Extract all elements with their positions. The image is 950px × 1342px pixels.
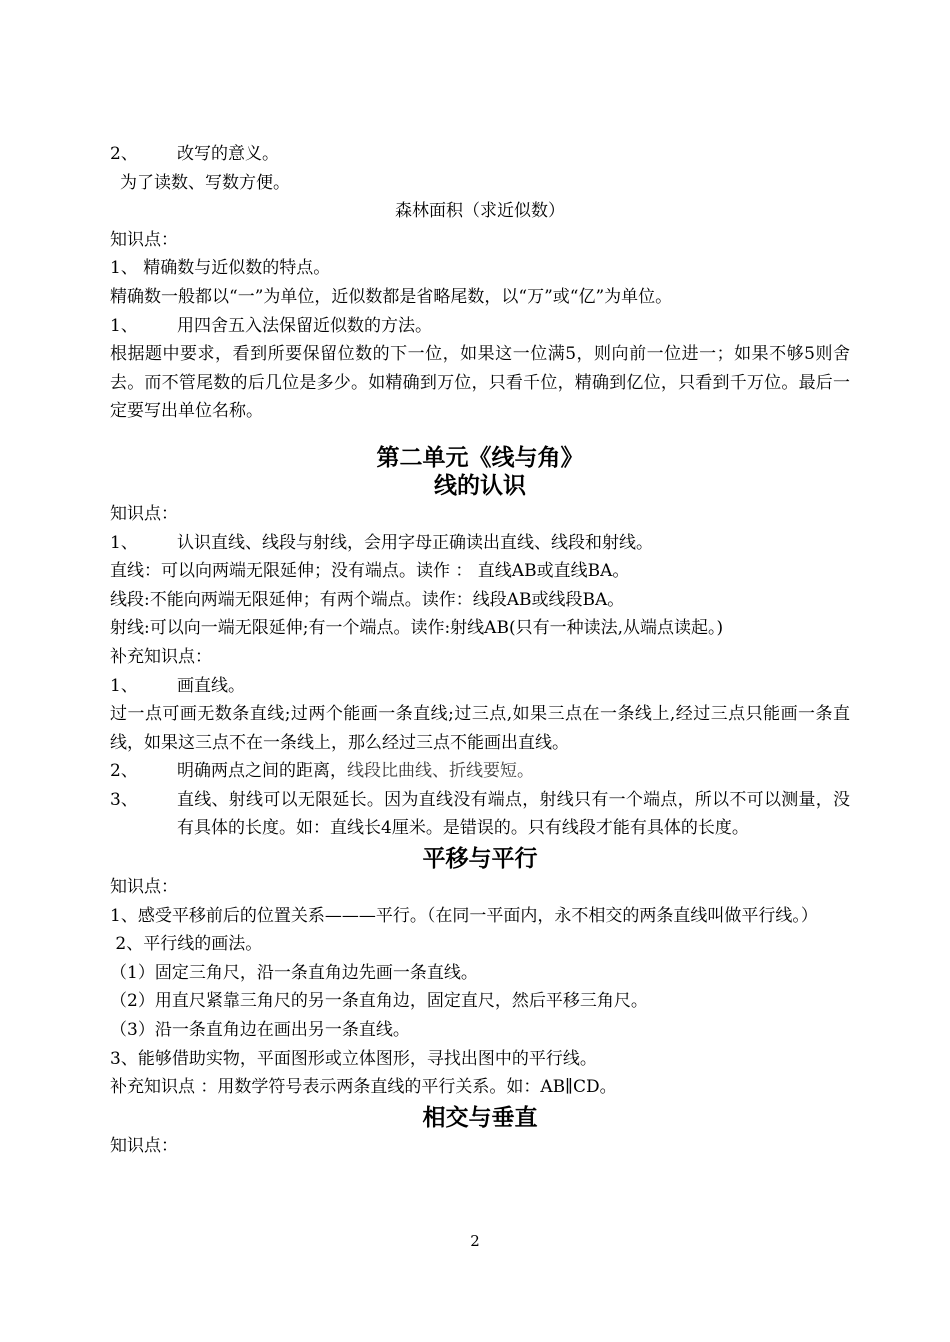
paragraph: （1）固定三角尺，沿一条直角边先画一条直线。 — [110, 962, 478, 983]
list-item — [110, 757, 850, 786]
paragraph: 补充知识点 ：用数学符号表示两条直线的平行关系。如：AB∥CD。 — [110, 1077, 617, 1098]
paragraph: （2）用直尺紧靠三角尺的另一条直角边，固定直尺，然后平移三角尺。 — [110, 991, 648, 1012]
unit-title: 第二单元《线与角》 — [376, 444, 584, 471]
list-item — [110, 140, 850, 169]
paragraph: 直线：可以向两端无限延伸；没有端点。读作 ： 直线AB或直线BA。 — [110, 561, 630, 582]
list-item — [110, 786, 850, 843]
list-item — [110, 672, 850, 701]
section-heading: 线的认识 — [434, 472, 526, 499]
item-number: 2、 — [110, 761, 138, 782]
paragraph: 过一点可画无数条直线;过两个能画一条直线;过三点,如果三点在一条线上,经过三点只能画一条直线，如果这三点不在一条线上，那么经过三点不能画出直线。 — [110, 704, 850, 753]
knowledge-label: 知识点： — [110, 877, 178, 898]
item-text: 改写的意义。 — [177, 144, 279, 164]
paragraph: 1、感受平移前后的位置关系———平行。（在同一平面内，永不相交的两条直线叫做平行线。） — [110, 905, 818, 926]
item-number: 1、 — [110, 532, 138, 553]
paragraph: 线段:不能向两端无限延伸；有两个端点。读作：线段AB或线段BA。 — [110, 589, 625, 610]
paragraph: 3、能够借助实物，平面图形或立体图形，寻找出图中的平行线。 — [110, 1048, 597, 1069]
page-content — [110, 140, 850, 1160]
paragraph: 2、平行线的画法。 — [110, 934, 263, 955]
item-text: 认识直线、线段与射线，会用字母正确读出直线、线段和射线。 — [177, 532, 653, 553]
paragraph: 1、 精确数与近似数的特点。 — [110, 258, 331, 279]
list-item — [110, 529, 850, 558]
paragraph: 射线:可以向一端无限延伸;有一个端点。读作:射线AB(只有一种读法,从端点读起。) — [110, 618, 724, 639]
section-heading: 平移与平行 — [422, 846, 538, 873]
item-text: 画直线。 — [177, 675, 245, 696]
knowledge-label: 知识点： — [110, 503, 178, 524]
paragraph: 为了读数、写数方便。 — [120, 172, 290, 193]
list-item — [110, 312, 850, 341]
item-text: 用四舍五入法保留近似数的方法。 — [177, 315, 432, 336]
item-number: 3、 — [110, 789, 138, 810]
item-text-part: 明确两点之间的距离， — [177, 761, 347, 782]
paragraph: 根据题中要求，看到所要保留位数的下一位，如果这一位满5，则向前一位进一；如果不够5则舍去。而不管尾数的后几位是多少。如精确到万位，只看千位，精确到亿位，只看到千万位。最后一定要写出单位名称。 — [110, 344, 850, 422]
paragraph: 精确数一般都以“一”为单位，近似数都是省略尾数，以“万”或“亿”为单位。 — [110, 286, 673, 307]
item-text — [177, 757, 850, 786]
extra-knowledge-label: 补充知识点： — [110, 646, 212, 667]
item-text-part: 线段比曲线、折线要短。 — [347, 761, 534, 782]
item-number: 1、 — [110, 315, 138, 336]
page-number: 2 — [470, 1232, 480, 1250]
item-text: 直线、射线可以无限延长。因为直线没有端点，射线只有一个端点，所以不可以测量，没有具体的长度。如：直线长4厘米。是错误的。只有线段才能有具体的长度。 — [177, 789, 850, 839]
item-number: 1、 — [110, 675, 138, 696]
section-heading: 相交与垂直 — [422, 1104, 538, 1131]
paragraph: （3）沿一条直角边在画出另一条直线。 — [110, 1020, 410, 1041]
knowledge-label: 知识点： — [110, 1135, 178, 1156]
knowledge-label: 知识点： — [110, 229, 178, 250]
section-title: 森林面积（求近似数） — [395, 201, 565, 222]
item-number: 2、 — [110, 144, 138, 164]
